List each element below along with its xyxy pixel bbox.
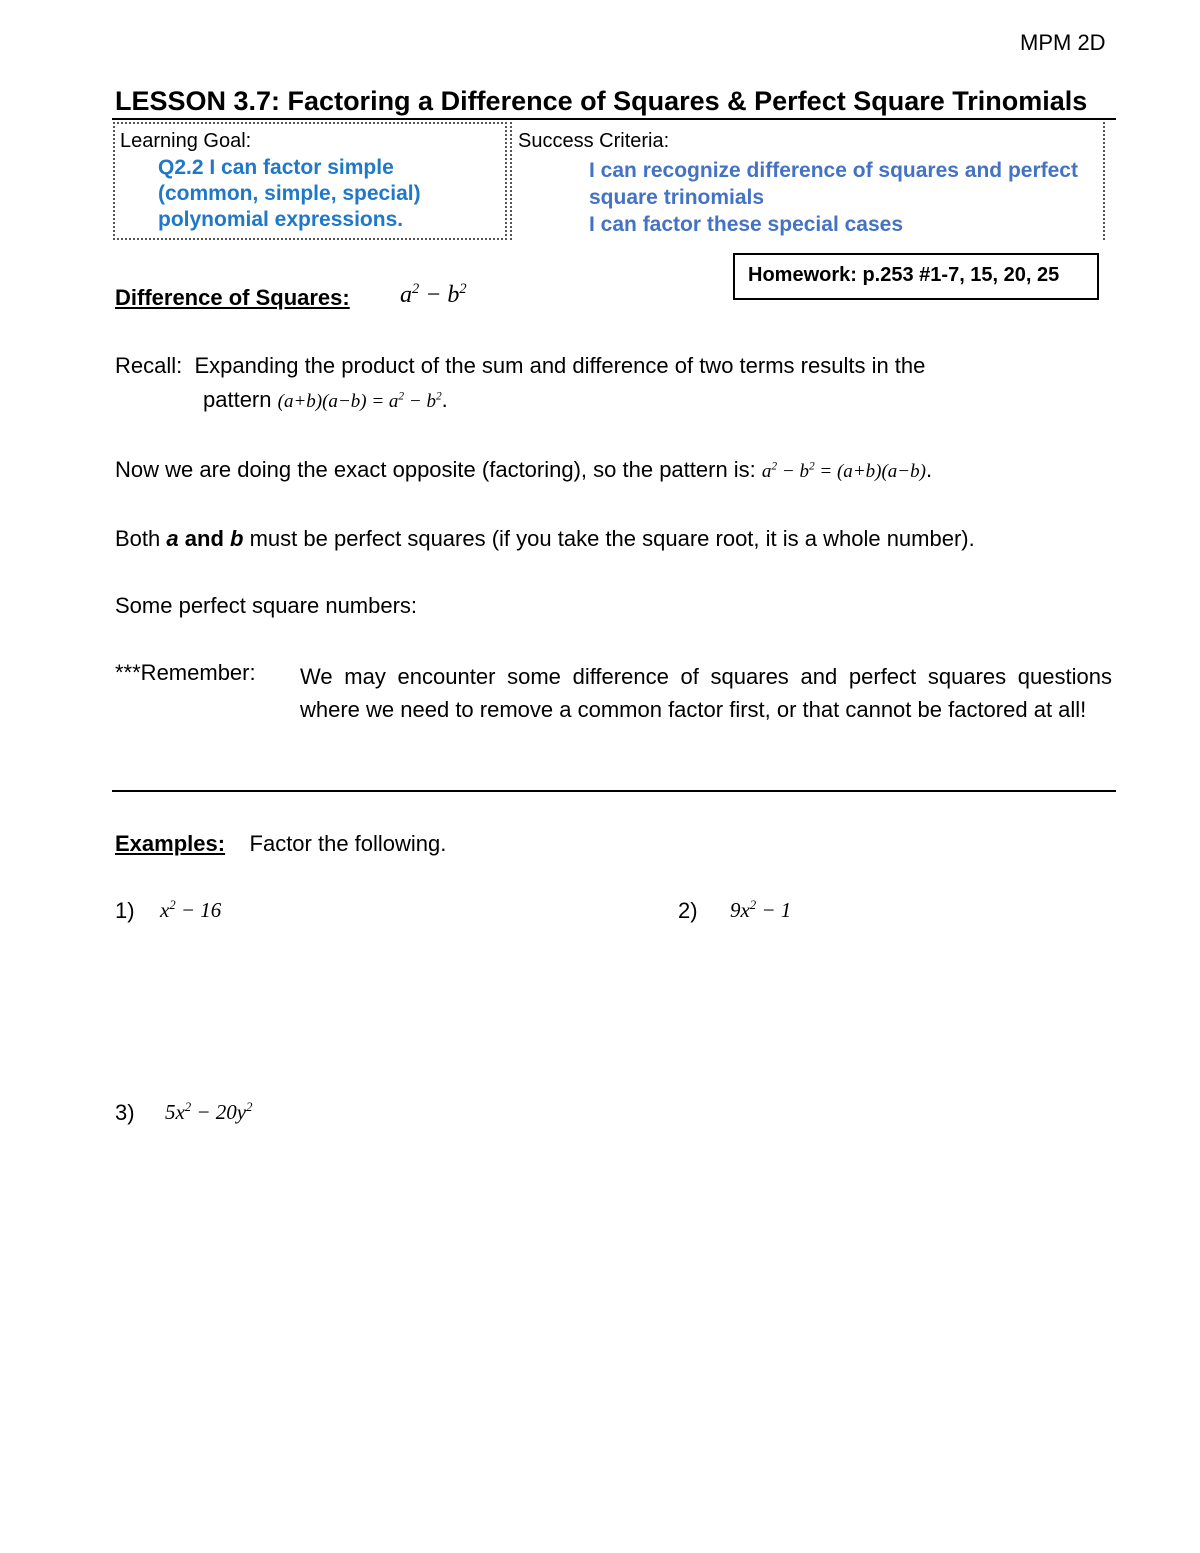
learning-goal-label: Learning Goal:: [120, 130, 252, 152]
title-underline: [112, 118, 1116, 120]
factoring-pattern-text: Now we are doing the exact opposite (factoring), so the pattern is:: [115, 457, 756, 482]
perfect-square-numbers-prompt: Some perfect square numbers:: [115, 593, 418, 618]
recall-text: Expanding the product of the sum and difference of two terms results in the: [194, 353, 926, 378]
section-divider: [112, 790, 1116, 792]
learning-goal-text: Q2.2 I can factor simple (common, simple, special) polynomial expressions.: [158, 156, 421, 231]
example-2-expression: $9x^2 - 1$: [730, 898, 792, 922]
difference-of-squares-formula: $a^2 - b^2$: [400, 281, 467, 308]
example-3-expression: $5x^2 - 20y^2$: [165, 1100, 253, 1124]
success-criterion-1: I can recognize difference of squares and perfect square trinomials: [589, 159, 1078, 209]
factoring-formula: $a^2 - b^2 = (a+b)(a-b)$: [761, 460, 926, 482]
remember-label: ***Remember:: [115, 660, 256, 685]
success-criterion-2: I can factor these special cases: [589, 213, 904, 236]
example-2-number: 2): [678, 898, 698, 923]
examples-heading: [115, 831, 446, 857]
difference-of-squares-heading: [115, 285, 350, 311]
difference-of-squares-label: Difference of Squares:: [115, 285, 350, 310]
recall-line-1: [115, 353, 925, 379]
examples-instruction: Factor the following.: [249, 831, 447, 856]
homework-note: [748, 264, 1059, 287]
recall-label: Recall:: [115, 353, 183, 378]
recall-line-2: pattern $(a+b)(a-b) = a^2 - b^2$.: [203, 387, 448, 412]
example-3-number: 3): [115, 1100, 135, 1125]
recall-pattern-prefix: pattern: [203, 387, 272, 412]
expansion-formula: $(a+b)(a-b) = a^2 - b^2$: [277, 390, 442, 412]
example-1-number: 1): [115, 898, 135, 923]
factoring-pattern-line: Now we are doing the exact opposite (factoring), so the pattern is: $a^2 - b^2 = (a+b)(a-b)$.: [115, 457, 933, 482]
lesson-title: LESSON 3.7: Factoring a Difference of Squares & Perfect Square Trinomials: [115, 86, 1088, 116]
example-1-expression: $x^2 - 16$: [160, 898, 222, 922]
homework-label: Homework:: [748, 264, 857, 286]
success-criteria-label: Success Criteria:: [518, 130, 670, 152]
remember-text: We may encounter some difference of squares and perfect squares questions where we need to remove a common factor first, or that cannot be factored at all!: [300, 664, 1112, 722]
homework-text: p.253 #1-7, 15, 20, 25: [862, 264, 1060, 286]
course-code: MPM 2D: [1020, 30, 1106, 55]
examples-label: Examples:: [115, 831, 226, 856]
perfect-squares-condition: Both a and b must be perfect squares (if you take the square root, it is a whole number).: [115, 526, 975, 551]
